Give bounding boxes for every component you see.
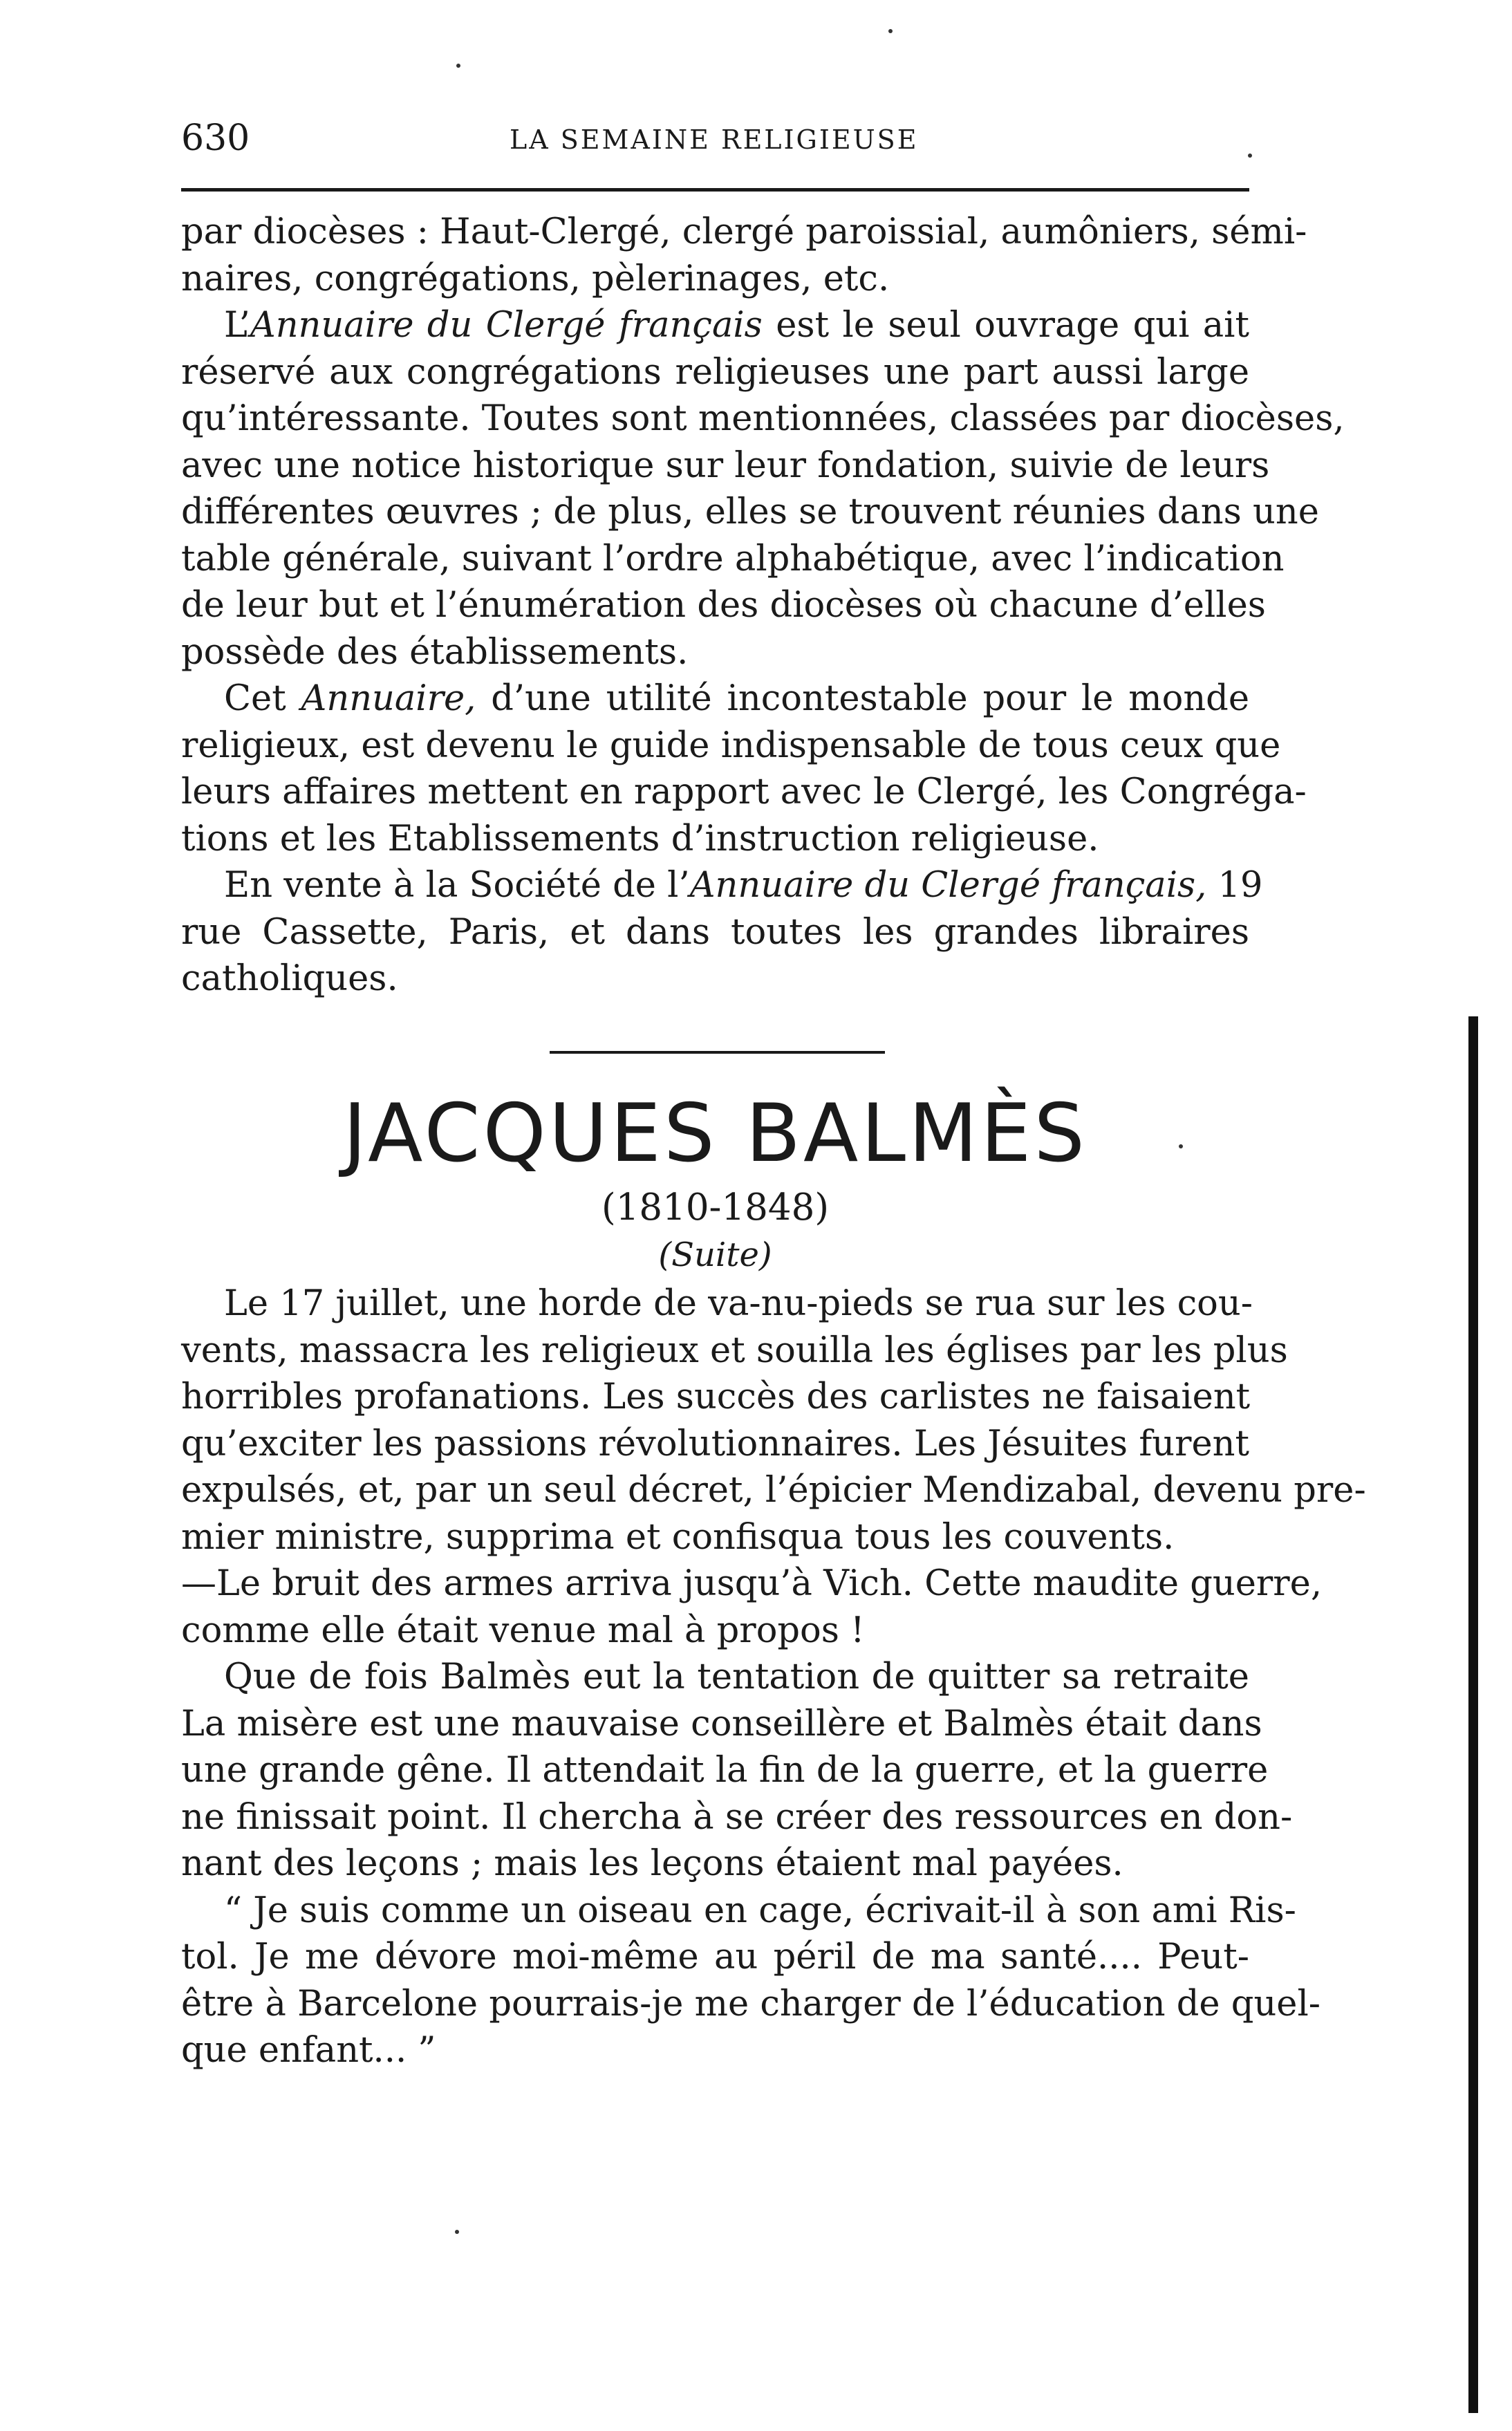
scan-speck [1179,1144,1183,1148]
journal-title: LA SEMAINE RELIGIEUSE [510,124,919,155]
article-line: une grande gêne. Il attendait la fin de la guerre, et la guerre [181,1750,1269,1791]
article-line: nant des leçons ; mais les leçons étaient mal payées. [181,1843,1123,1884]
notice-text: est le seul ouvrage qui ait [762,305,1249,346]
section-divider [550,1051,885,1054]
article-line: Le 17 juillet, une horde de va-nu-pieds se rua sur les cou- [224,1283,1253,1324]
notice-line: rue Cassette, Paris, et dans toutes les grandes libraires [181,911,1249,953]
article-line: horribles profanations. Les succès des carlistes ne faisaient [181,1377,1251,1417]
article-line: tol. Je me dévore moi-même au péril de ma santé.... Peut- [181,1937,1249,1977]
article-line: —Le bruit des armes arriva jusqu’à Vich. Cette maudite guerre, [181,1563,1323,1604]
page-number: 630 [181,118,250,159]
article-line: La misère est une mauvaise conseillère et Balmès était dans [181,1703,1262,1744]
notice-italic: Annuaire, [301,678,476,719]
notice-block [181,209,1345,1003]
notice-text: En vente à la Société de l’ [224,865,690,906]
notice-line [181,676,1249,723]
article-continuation: (Suite) [658,1236,772,1274]
notice-line: table générale, suivant l’ordre alphabétique, avec l’indication [181,538,1285,579]
scan-speck [456,64,460,68]
notice-text: Cet [224,678,301,719]
notice-line: de leur but et l’énumération des diocèses où chacune d’elles [181,585,1266,626]
article-line: “ Je suis comme un oiseau en cage, écrivait-il à son ami Ris- [224,1890,1296,1931]
notice-line: qu’intéressante. Toutes sont mentionnées, classées par diocèses, [181,398,1345,439]
notice-line [181,862,1263,909]
notice-italic: Annuaire du Clergé français, [689,865,1207,906]
scan-speck [1248,153,1252,158]
notice-text: d’une utilité incontestable pour le monde [476,678,1249,719]
notice-line: tions et les Etablissements d’instruction religieuse. [181,818,1099,859]
notice-text: 19 [1206,865,1263,906]
article-body [181,1280,1366,2074]
notice-line: réservé aux congrégations religieuses une part aussi large [181,351,1249,393]
notice-line: avec une notice historique sur leur fondation, suivie de leurs [181,445,1270,486]
notice-line: naires, congrégations, pèlerinages, etc. [181,258,890,299]
notice-line: leurs affaires mettent en rapport avec le Clergé, les Congréga- [181,772,1307,812]
scan-edge-shadow [1468,1016,1478,2413]
notice-line: possède des établissements. [181,631,689,673]
article-line: ne finissait point. Il chercha à se créer des ressources en don- [181,1796,1293,1838]
article-line: Que de fois Balmès eut la tentation de quitter sa retraite [224,1657,1249,1697]
article-line: qu’exciter les passions révolutionnaires. Les Jésuites furent [181,1423,1249,1464]
notice-line: différentes œuvres ; de plus, elles se trouvent réunies dans une [181,492,1319,532]
article-line: mier ministre, supprima et confisqua tous les couvents. [181,1516,1175,1558]
notice-line: catholiques. [181,958,398,999]
notice-line: religieux, est devenu le guide indispensable de tous ceux que [181,725,1281,766]
notice-line: par diocèses : Haut-Clergé, clergé paroissial, aumôniers, sémi- [181,212,1307,252]
article-dates: (1810-1848) [601,1186,830,1229]
notice-line [181,302,1249,349]
article-title: JACQUES BALMÈS [342,1087,1088,1180]
notice-text: L’ [224,305,250,346]
scan-speck [455,2230,459,2234]
article-line: être à Barcelone pourrais-je me charger de l’éducation de quel- [181,1983,1321,2024]
article-line: vents, massacra les religieux et souilla les églises par les plus [181,1330,1288,1371]
notice-italic: Annuaire du Clergé français [250,305,763,346]
article-line: que enfant... ” [181,2030,436,2071]
article-line: expulsés, et, par un seul décret, l’épicier Mendizabal, devenu pre- [181,1470,1366,1511]
scan-speck [888,29,893,33]
running-head [181,118,1260,166]
header-rule [181,188,1249,192]
article-line: comme elle était venue mal à propos ! [181,1610,865,1651]
